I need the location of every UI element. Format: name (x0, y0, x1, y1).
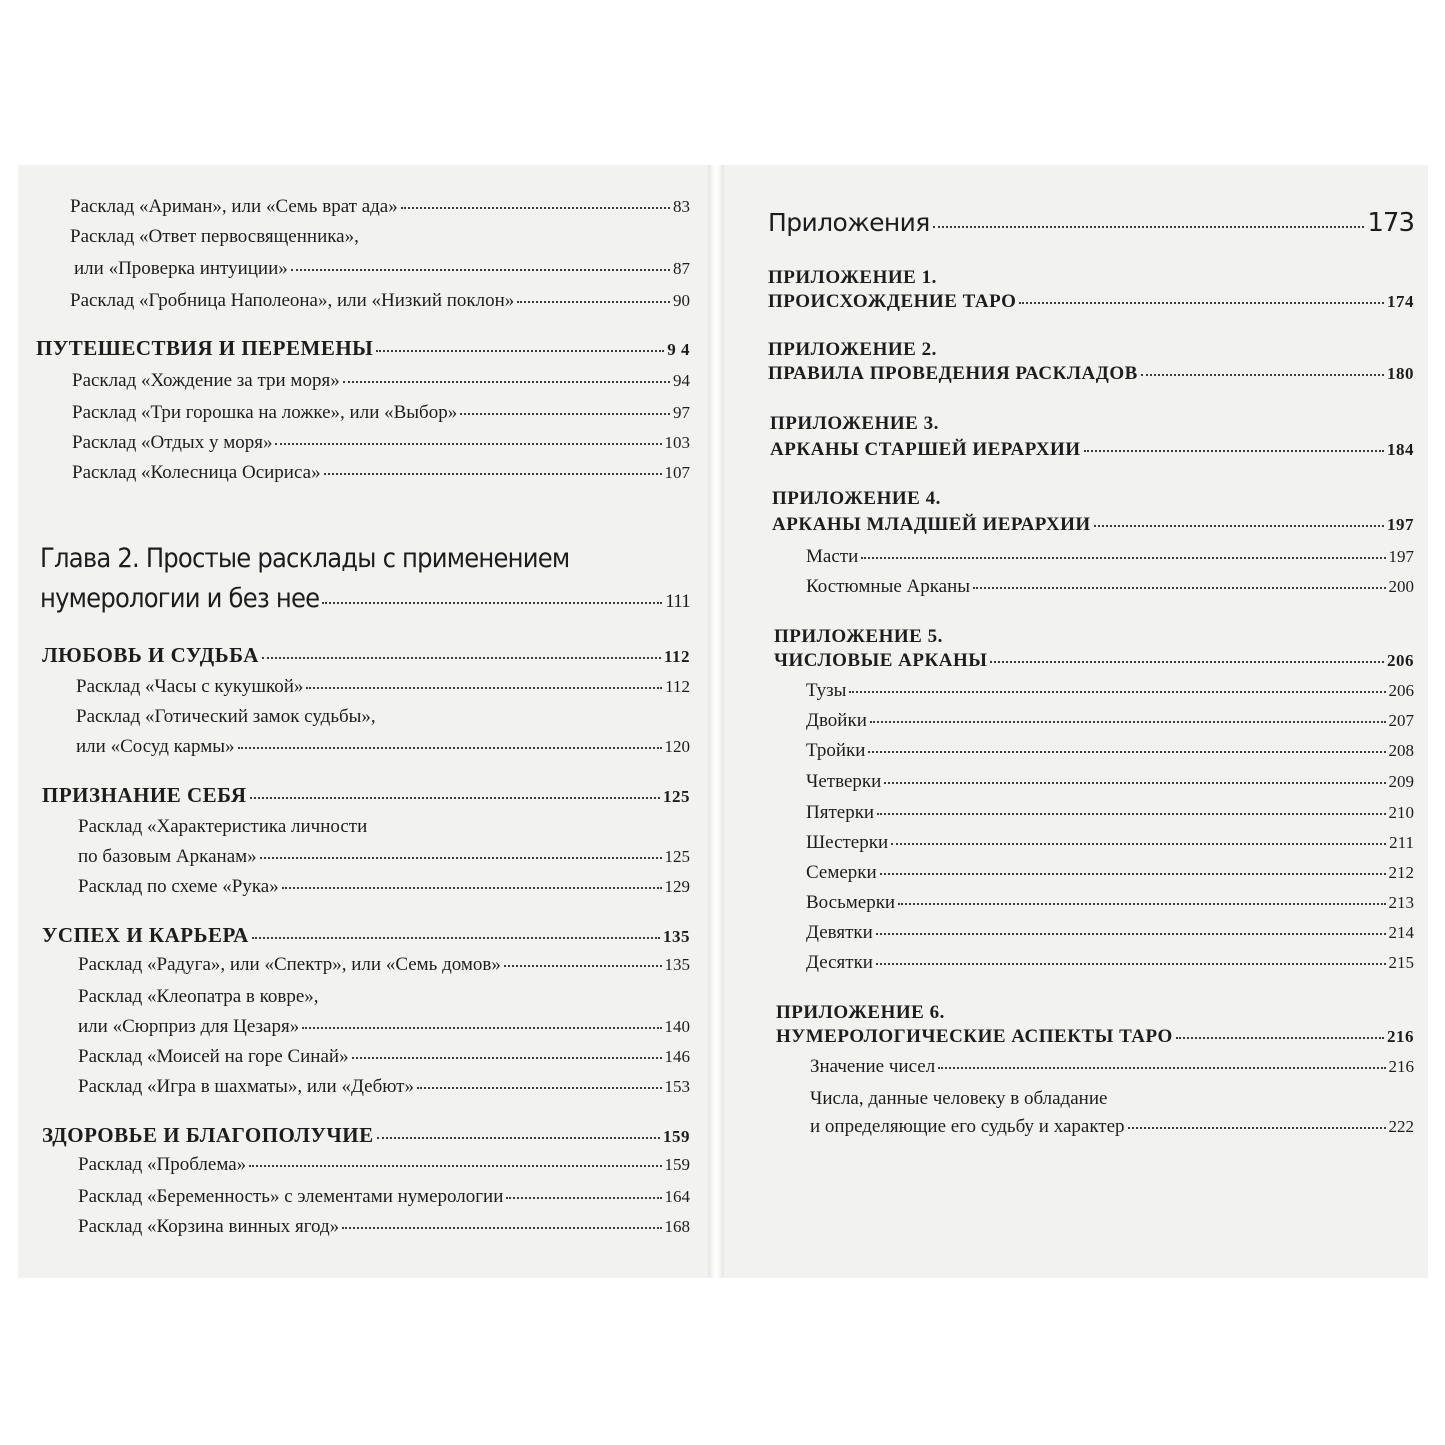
appendix-number[interactable]: ПРИЛОЖЕНИЕ 5. (774, 626, 943, 647)
toc-section[interactable]: ЗДОРОВЬЕ И БЛАГОПОЛУЧИЕ 159 (42, 1123, 690, 1147)
toc-entry[interactable]: Костюмные Арканы 200 (806, 576, 1414, 597)
appendix-number[interactable]: ПРИЛОЖЕНИЕ 2. (768, 339, 937, 360)
appendices-title[interactable]: Приложения 173 (768, 208, 1414, 238)
appendix-title[interactable]: НУМЕРОЛОГИЧЕСКИЕ АСПЕКТЫ ТАРО 216 (776, 1026, 1414, 1047)
book-gutter (708, 165, 724, 1278)
toc-entry[interactable]: Расклад «Игра в шахматы», или «Дебют» 153 (78, 1076, 690, 1097)
toc-entry[interactable]: Расклад по схеме «Рука» 129 (78, 876, 690, 897)
toc-section[interactable]: ПУТЕШЕСТВИЯ И ПЕРЕМЕНЫ 9 4 (36, 336, 690, 360)
appendix-number[interactable]: ПРИЛОЖЕНИЕ 6. (776, 1002, 945, 1023)
toc-entry[interactable]: Расклад «Беременность» с элементами нумерологии 164 (78, 1186, 690, 1207)
chapter-title-line[interactable]: нумерологии и без нее 111 (40, 583, 690, 614)
toc-entry[interactable]: Расклад «Колесница Осириса» 107 (72, 462, 690, 483)
toc-entry[interactable]: Расклад «Три горошка на ложке», или «Выбор» 97 (72, 402, 690, 423)
toc-entry[interactable]: Расклад «Часы с кукушкой» 112 (76, 676, 690, 697)
toc-entry[interactable]: Тройки 208 (806, 740, 1414, 761)
toc-entry[interactable]: Масти 197 (806, 546, 1414, 567)
toc-entry[interactable]: Семерки 212 (806, 862, 1414, 883)
toc-entry[interactable]: Расклад «Корзина винных ягод» 168 (78, 1216, 690, 1237)
toc-entry-line[interactable]: Расклад «Ответ первосвященника», (70, 226, 359, 247)
toc-section[interactable]: ПРИЗНАНИЕ СЕБЯ 125 (42, 783, 690, 807)
toc-entry[interactable]: или «Сюрприз для Цезаря» 140 (78, 1016, 690, 1037)
toc-entry[interactable]: или «Проверка интуиции» 87 (74, 258, 690, 279)
toc-entry[interactable]: Тузы 206 (806, 680, 1414, 701)
toc-entry[interactable]: и определяющие его судьбу и характер 222 (810, 1116, 1414, 1137)
toc-entry-line[interactable]: Расклад «Клеопатра в ковре», (78, 986, 319, 1007)
toc-entry-line[interactable]: Числа, данные человеку в обладание (810, 1088, 1108, 1109)
toc-entry[interactable]: Восьмерки 213 (806, 892, 1414, 913)
toc-entry[interactable]: или «Сосуд кармы» 120 (76, 736, 690, 757)
toc-entry[interactable]: Значение чисел 216 (810, 1056, 1414, 1077)
toc-entry[interactable]: Расклад «Проблема» 159 (78, 1154, 690, 1175)
toc-entry-line[interactable]: Расклад «Готический замок судьбы», (76, 706, 376, 727)
toc-entry[interactable]: Расклад «Радуга», или «Спектр», или «Семь домов» 135 (78, 954, 690, 975)
toc-section[interactable]: ЛЮБОВЬ И СУДЬБА 112 (42, 643, 690, 667)
toc-entry[interactable]: по базовым Арканам» 125 (78, 846, 690, 867)
toc-entry[interactable]: Двойки 207 (806, 710, 1414, 731)
appendix-number[interactable]: ПРИЛОЖЕНИЕ 1. (768, 267, 937, 288)
toc-entry[interactable]: Расклад «Моисей на горе Синай» 146 (78, 1046, 690, 1067)
toc-section[interactable]: УСПЕХ И КАРЬЕРА 135 (42, 923, 690, 947)
toc-entry[interactable]: Расклад «Отдых у моря» 103 (72, 432, 690, 453)
appendix-number[interactable]: ПРИЛОЖЕНИЕ 4. (772, 488, 941, 509)
toc-entry[interactable]: Четверки 209 (806, 771, 1414, 792)
chapter-title[interactable]: Глава 2. Простые расклады с применением (40, 543, 570, 574)
toc-entry[interactable]: Девятки 214 (806, 922, 1414, 943)
appendix-title[interactable]: АРКАНЫ МЛАДШЕЙ ИЕРАРХИИ 197 (772, 514, 1414, 535)
toc-entry-line[interactable]: Расклад «Характеристика личности (78, 816, 368, 837)
toc-entry[interactable]: Расклад «Хождение за три моря» 94 (72, 370, 690, 391)
toc-entry[interactable]: Расклад «Гробница Наполеона», или «Низкий поклон» 90 (70, 290, 690, 311)
appendix-title[interactable]: АРКАНЫ СТАРШЕЙ ИЕРАРХИИ 184 (770, 439, 1414, 460)
appendix-title[interactable]: ПРОИСХОЖДЕНИЕ ТАРО 174 (768, 291, 1414, 312)
appendix-title[interactable]: ПРАВИЛА ПРОВЕДЕНИЯ РАСКЛАДОВ 180 (768, 363, 1414, 384)
toc-entry[interactable]: Расклад «Ариман», или «Семь врат ада» 83 (70, 196, 690, 217)
toc-entry[interactable]: Десятки 215 (806, 952, 1414, 973)
toc-entry[interactable]: Шестерки 211 (806, 832, 1414, 853)
appendix-number[interactable]: ПРИЛОЖЕНИЕ 3. (770, 413, 939, 434)
toc-entry[interactable]: Пятерки 210 (806, 802, 1414, 823)
appendix-title[interactable]: ЧИСЛОВЫЕ АРКАНЫ 206 (774, 650, 1414, 671)
